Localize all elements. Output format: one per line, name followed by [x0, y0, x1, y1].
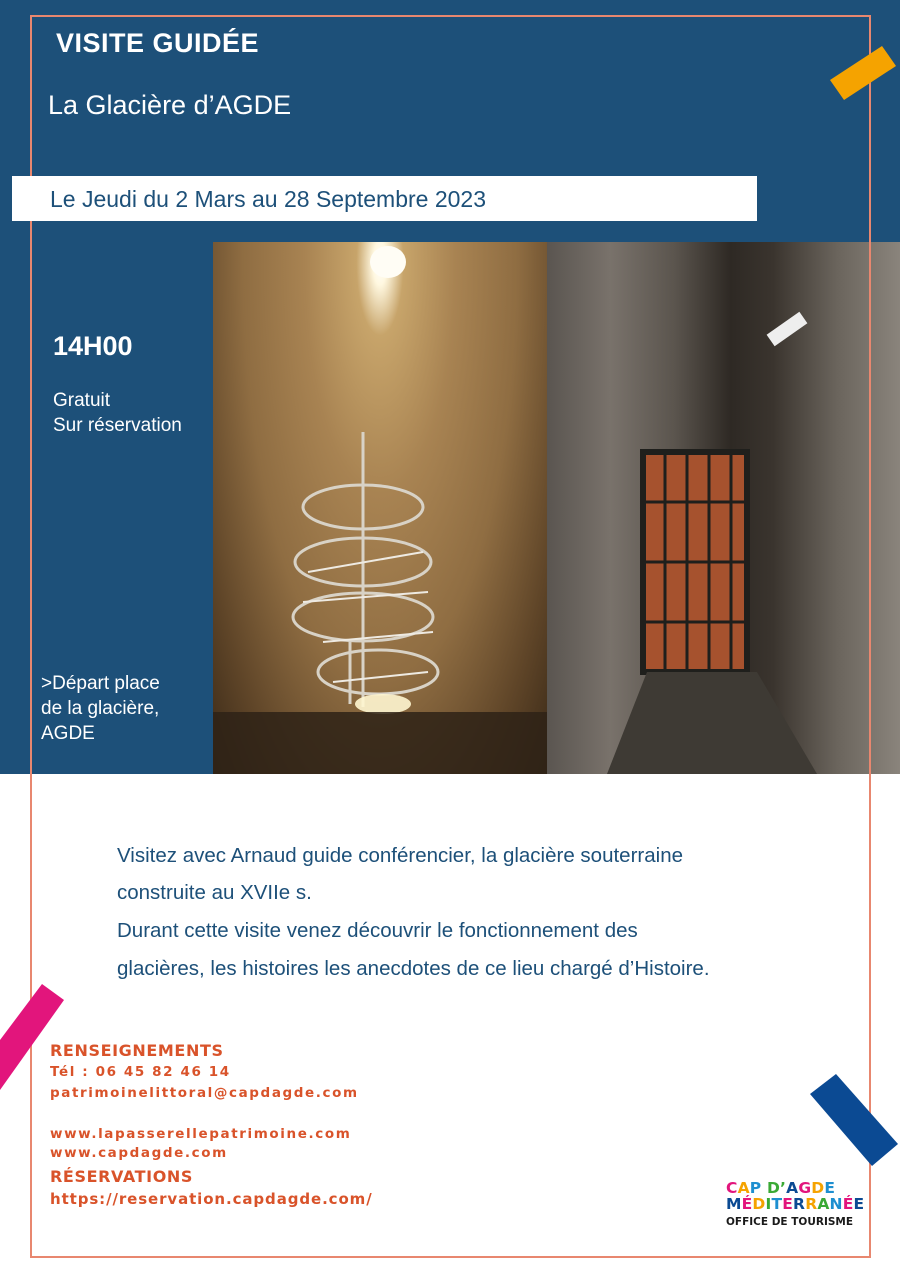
- departure-line-1: >Départ place: [41, 673, 160, 694]
- email-link[interactable]: patrimoinelittoral@capdagde.com: [50, 1085, 359, 1101]
- reservation-link[interactable]: https://reservation.capdagde.com/: [50, 1190, 373, 1208]
- departure-line-2: de la glacière,: [41, 698, 160, 719]
- event-date: Le Jeudi du 2 Mars au 28 Septembre 2023: [50, 186, 487, 212]
- reservations-heading: RÉSERVATIONS: [50, 1167, 194, 1186]
- page-title: La Glacière d’AGDE: [48, 90, 292, 120]
- logo-tagline: OFFICE DE TOURISME: [726, 1216, 854, 1228]
- pink-accent-bar: [0, 980, 68, 1100]
- description-line-2: construite au XVIIe s.: [117, 881, 312, 904]
- info-heading: RENSEIGNEMENTS: [50, 1041, 224, 1060]
- booking-note: Sur réservation: [53, 415, 182, 436]
- event-price: Gratuit: [53, 390, 111, 411]
- departure-line-3: AGDE: [41, 723, 95, 744]
- orange-accent-bar: [826, 42, 900, 104]
- logo-line-2: MÉDITERRANÉE: [726, 1195, 865, 1213]
- website-link-patrimoine[interactable]: www.lapasserellepatrimoine.com: [50, 1126, 352, 1142]
- description-line-1: Visitez avec Arnaud guide conférencier, la glacière souterraine: [117, 844, 683, 867]
- event-time: 14H00: [53, 331, 133, 361]
- blue-accent-bar: [806, 1070, 900, 1174]
- logo-line-1: CAP D’AGDE: [726, 1179, 836, 1197]
- phone-number: Tél : 06 45 82 46 14: [50, 1064, 231, 1080]
- event-type: VISITE GUIDÉE: [56, 28, 260, 58]
- website-link-capdagde[interactable]: www.capdagde.com: [50, 1145, 228, 1161]
- description-line-3: Durant cette visite venez découvrir le fonctionnement des: [117, 919, 638, 942]
- description-line-4: glacières, les histoires les anecdotes de ce lieu chargé d’Histoire.: [117, 957, 710, 980]
